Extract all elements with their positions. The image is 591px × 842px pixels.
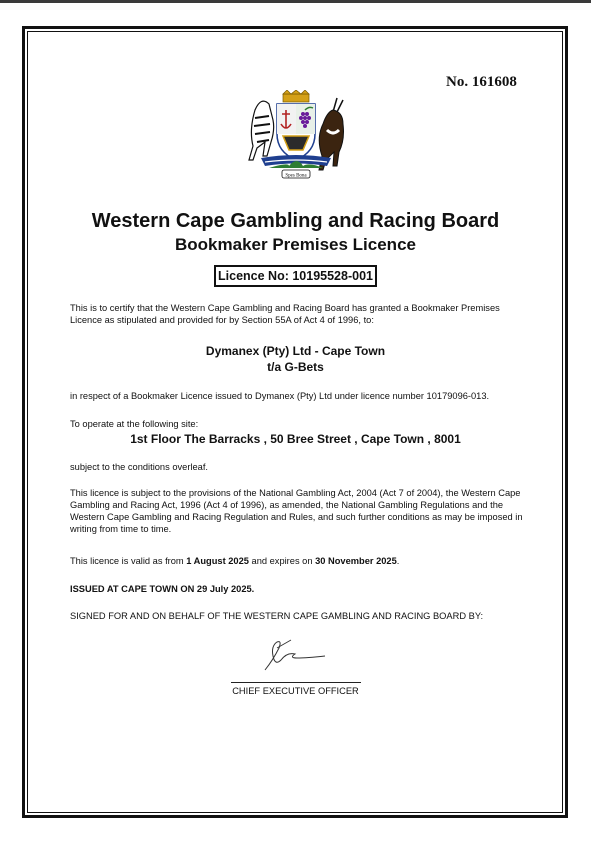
board-name-title: Western Cape Gambling and Racing Board — [91, 210, 500, 232]
site-address: 1st Floor The Barracks , 50 Bree Street , Cape Town , 8001 — [130, 432, 461, 446]
validity-paragraph — [70, 555, 530, 567]
provisions-paragraph: This licence is subject to the provisions of the National Gambling Act, 2004 (Act 7 of 2004), the Western Cape Gambling and Racing Act, 1996 (Act 4 of 1996), as amended, the National Gambling Regulations and the Western Cape Gambling and Racing Regulation and Rules, and such further conditions as may be imposed in writing from time to time. — [70, 488, 523, 534]
valid-from-date: 1 August 2025 — [186, 556, 249, 566]
licensee-name: Dymanex (Pty) Ltd - Cape Town — [205, 344, 386, 358]
signature-line — [231, 682, 361, 683]
serial-number: No. 161608 — [446, 74, 517, 90]
licence-number-box: Licence No: 10195528-001 — [214, 265, 377, 287]
zebra-supporter — [249, 101, 274, 160]
issued-statement: ISSUED AT CAPE TOWN ON 29 July 2025. — [70, 584, 255, 594]
licence-respect-paragraph: in respect of a Bookmaker Licence issued to Dymanex (Pty) Ltd under licence number 10179096-013. — [70, 391, 490, 401]
expiry-date: 30 November 2025 — [315, 556, 397, 566]
crest-motto: Spes Bona — [285, 173, 307, 179]
certify-paragraph: This is to certify that the Western Cape Gambling and Racing Board has granted a Bookmaker Premises Licence as stipulated and provided for by Section 55A of Act 4 of 1996, to: — [70, 303, 500, 325]
validity-prefix: This licence is valid as from — [70, 556, 187, 566]
crest-shield — [277, 104, 315, 160]
validity-middle: and expires on — [248, 556, 316, 566]
licensee-trading-as: t/a G-Bets — [267, 360, 324, 374]
top-edge-bar — [0, 0, 591, 3]
signatory-title: CHIEF EXECUTIVE OFFICER — [232, 686, 359, 696]
coat-of-arms-crest-icon — [241, 90, 351, 182]
signed-statement: SIGNED FOR AND ON BEHALF OF THE WESTERN CAPE GAMBLING AND RACING BOARD BY: — [70, 611, 484, 621]
handwritten-signature — [255, 636, 345, 676]
licence-type-subtitle: Bookmaker Premises Licence — [175, 235, 416, 254]
validity-suffix: . — [396, 556, 400, 566]
operate-site-label: To operate at the following site: — [70, 419, 199, 429]
crest-crown — [283, 90, 309, 102]
conditions-paragraph: subject to the conditions overleaf. — [70, 462, 208, 472]
